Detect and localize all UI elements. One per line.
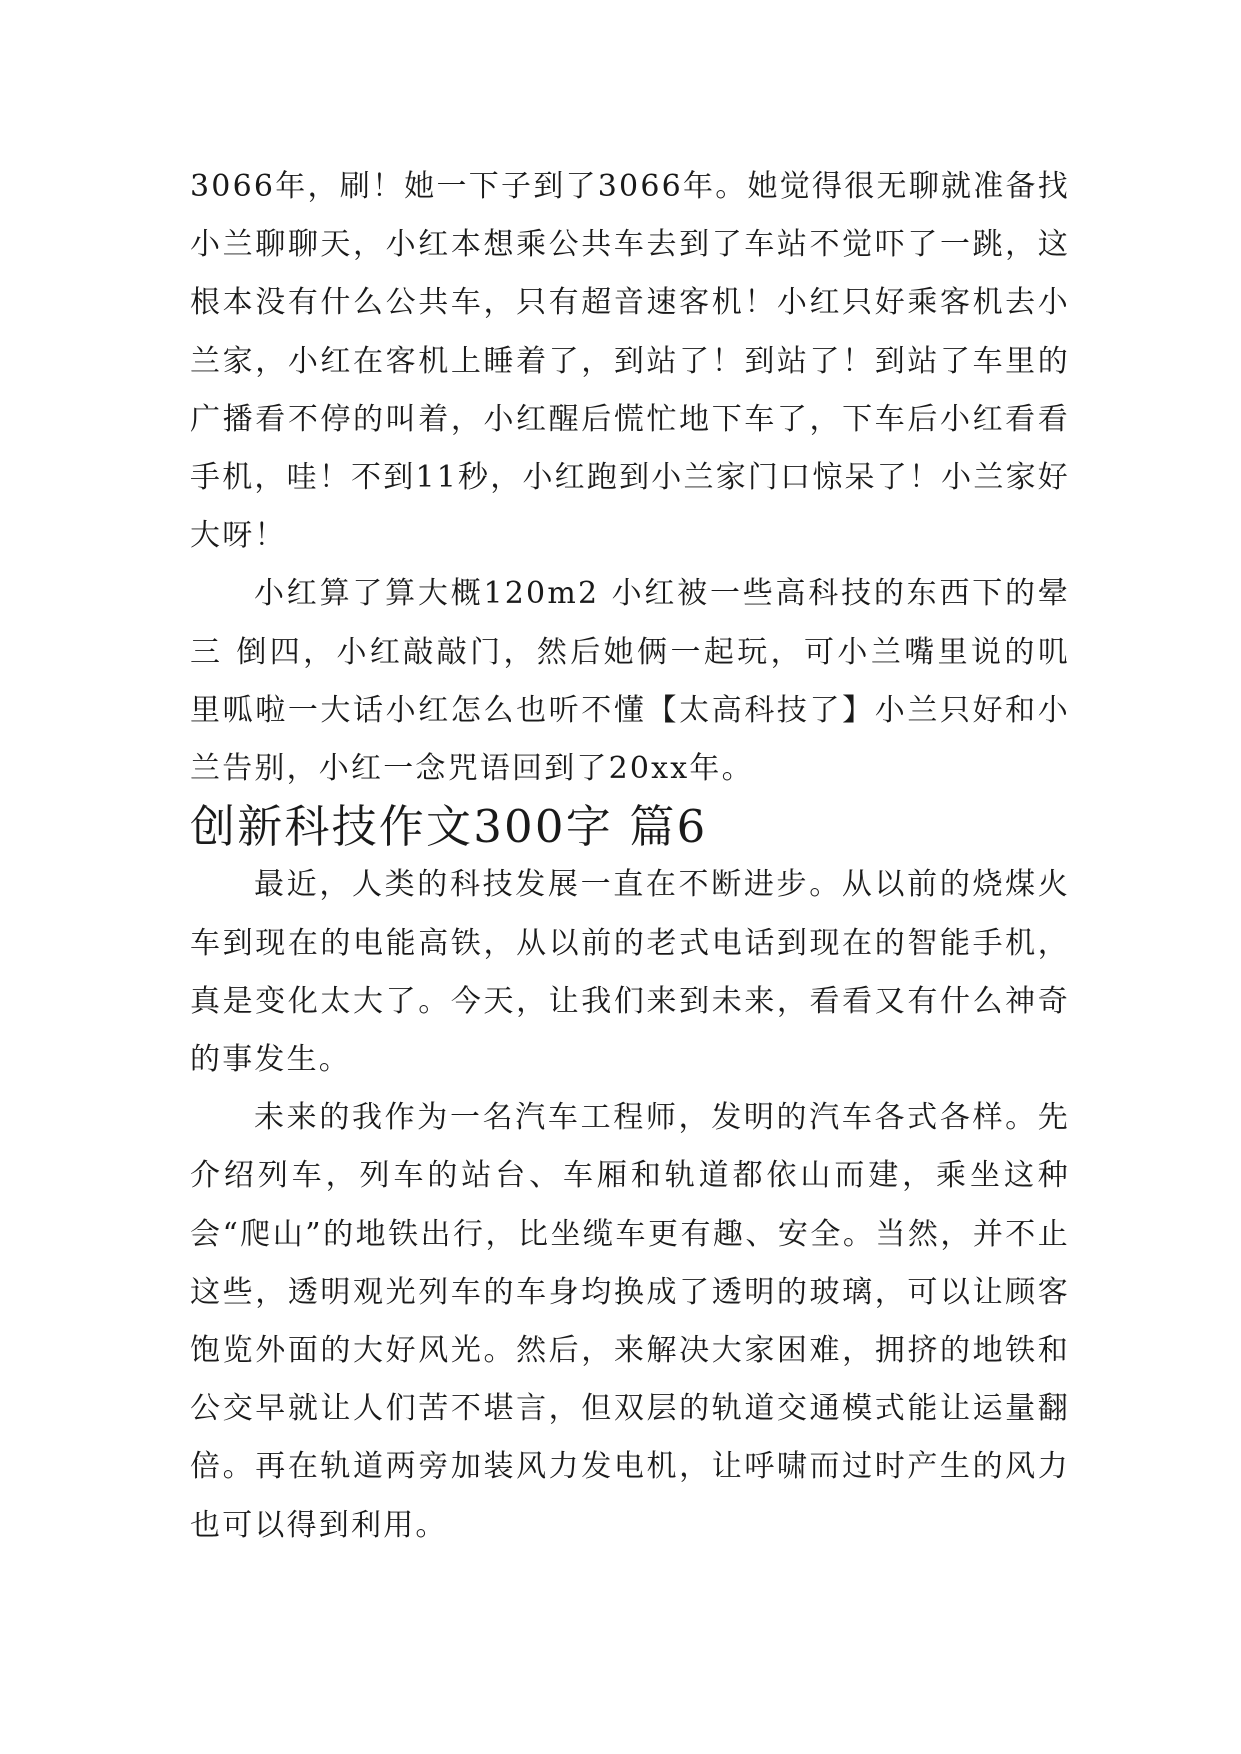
paragraph-engineer: 未来的我作为一名汽车工程师，发明的汽车各式各样。先介绍列车，列车的站台、车厢和轨道都依山而建，乘坐这种会“爬山”的地铁出行，比坐缆车更有趣、安全。当然，并不止这些，透明观光列车的车身均换成了透明的玻璃，可以让顾客饱览外面的大好风光。然后，来解决大家困难，拥挤的地铁和公交早就让人们苦不堪言，但双层的轨道交通模式能让运量翻倍。再在轨道两旁加装风力发电机，让呼啸而过时产生的风力也可以得到利用。 — [190, 1100, 1070, 1543]
paragraph-story-continuation: 3066年，刷！她一下子到了3066年。她觉得很无聊就准备找 小兰聊聊天，小红本想乘公共车去到了车站不觉吓了一跳，这根本没有什么公共车，只有超音速客机！小红只好乘客机去小兰家，小红在客机上睡着了，到站了！到站了！到站了车里的广播看不停的叫着，小红醒后慌忙地下车了，下车后小红看看手机，哇！不到11秒，小红跑到小兰家门口惊呆了！小兰家好大呀！ — [190, 169, 1070, 554]
section-heading: 创新科技作文300字 篇6 — [190, 800, 708, 854]
paragraph-intro: 最近，人类的科技发展一直在不断进步。从以前的烧煤火车到现在的电能高铁，从以前的老式电话到现在的智能手机，真是变化太大了。今天，让我们来到未来，看看又有什么神奇的事发生。 — [190, 867, 1070, 1078]
paragraph-story-ending: 小红算了算大概120m2 小红被一些高科技的东西下的晕三 倒四，小红敲敲门，然后她俩一起玩，可小兰嘴里说的叽里呱啦一大话小红怎么也听不懂【太高科技了】小兰只好和小兰告别，小红一念咒语回到了20xx年。 — [190, 576, 1070, 787]
document-body — [190, 158, 1070, 1555]
